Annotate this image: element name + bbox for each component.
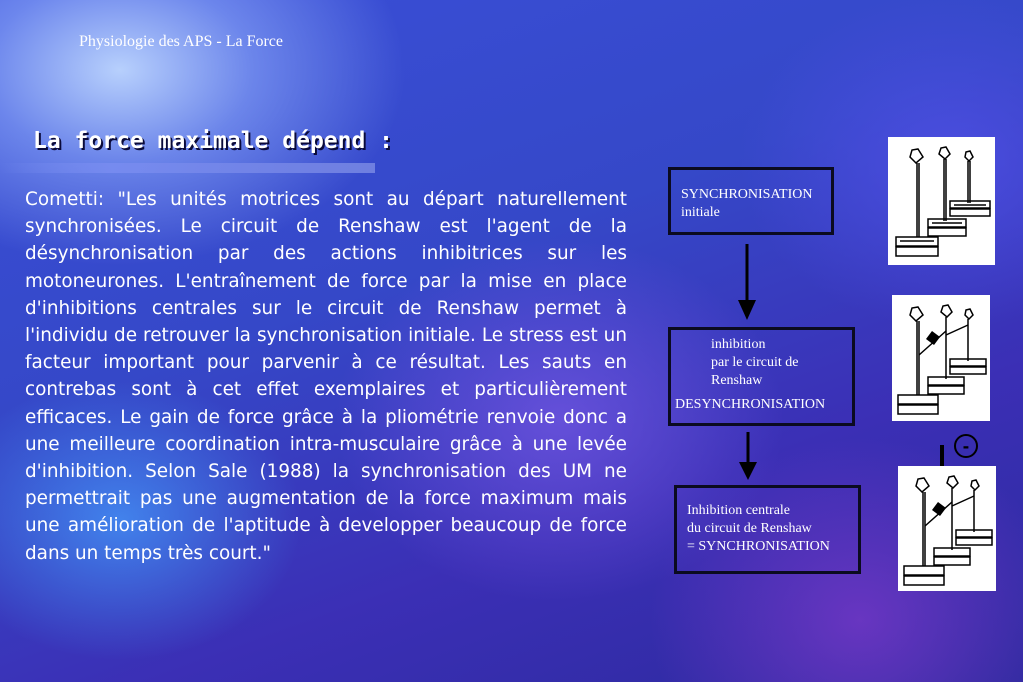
diagram-box-desynchronisation xyxy=(668,327,855,426)
diagram-box-inhibition-centrale xyxy=(674,485,861,574)
down-arrow-2 xyxy=(736,432,760,482)
box3-line3: = SYNCHRONISATION xyxy=(687,539,830,554)
neuron-diagram-central-inhibition xyxy=(898,466,996,591)
neuron-sketch-1-icon xyxy=(888,137,995,265)
minus-sign-icon xyxy=(953,433,979,459)
neuron-diagram-synchronised xyxy=(888,137,995,265)
diagram-box-synchronisation-initiale xyxy=(668,167,834,235)
box1-line2: initiale xyxy=(681,205,720,220)
neuron-sketch-2-icon xyxy=(892,295,990,421)
box2-line2: par le circuit de xyxy=(711,355,799,370)
box2-line3: Renshaw xyxy=(711,373,763,388)
title-underline-bar xyxy=(0,163,375,173)
neuron-sketch-3-icon xyxy=(898,466,996,591)
down-arrow-1 xyxy=(735,244,759,322)
box2-line1: inhibition xyxy=(711,337,766,352)
neuron-diagram-renshaw-inhibition xyxy=(892,295,990,421)
slide-title: La force maximale dépend : xyxy=(33,128,394,154)
minus-sign-text: - xyxy=(962,437,970,456)
box3-line2: du circuit de Renshaw xyxy=(687,521,812,536)
body-paragraph: Cometti: "Les unités motrices sont au départ naturellement synchronisées. Le circuit de Renshaw est l'agent de la désynchronisation par des actions inhibitrices sur les motoneurones. L'entraînement de force par la mise en place d'inhibitions centrales sur le circuit de Renshaw permet à l'individu de retrouver la synchronisation initiale. Le stress est un facteur important pour parvenir à ce résultat. Les sauts en contrebas sont à cet effet exemplaires et particulièrement efficaces. Le gain de force grâce à la pliométrie renvoie donc a une meilleure coordination intra-musculaire grâce à une levée d'inhibition. Selon Sale (1988) la synchronisation des UM ne permettrait pas une augmentation de la force maximum mais une amélioration de l'aptitude à developper beaucoup de force dans un temps très court." xyxy=(25,189,627,564)
box1-line1: SYNCHRONISATION xyxy=(681,187,813,202)
box3-line1: Inhibition centrale xyxy=(687,503,791,518)
box2-line4: DESYNCHRONISATION xyxy=(675,397,826,412)
slide-header: Physiologie des APS - La Force xyxy=(79,33,283,50)
